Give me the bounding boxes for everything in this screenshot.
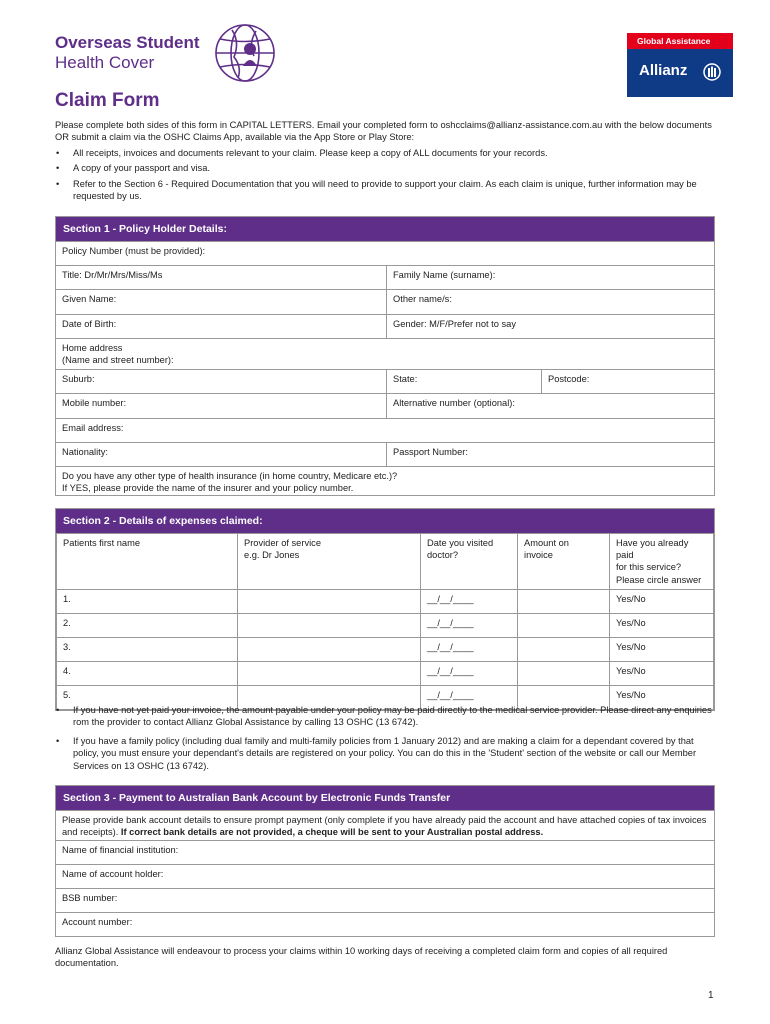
home-address-label: Home address: [62, 343, 123, 353]
section-expenses: [55, 508, 715, 711]
table-row: [57, 637, 714, 661]
header-line: e.g. Dr Jones: [244, 550, 300, 561]
date-of-birth-field[interactable]: Date of Birth:: [62, 319, 117, 329]
financial-institution-field[interactable]: Name of financial institution:: [62, 845, 179, 855]
provider-cell[interactable]: [238, 637, 421, 661]
patient-name-cell[interactable]: 1.: [57, 589, 238, 613]
visit-date-cell[interactable]: __/__/____: [421, 685, 518, 709]
page-number: 1: [708, 990, 714, 1001]
amount-cell[interactable]: [518, 637, 610, 661]
column-header: Patients first name: [57, 534, 238, 590]
list-item: • Refer to the Section 6 - Required Documentation that you will need to provide to support your claim. As each claim is unique, further information may be requested by us.: [55, 178, 715, 203]
header-line: invoice: [524, 550, 553, 561]
provider-cell[interactable]: [238, 661, 421, 685]
postcode-field[interactable]: Postcode:: [541, 370, 714, 393]
amount-cell[interactable]: [518, 613, 610, 637]
section-header: Section 1 - Policy Holder Details:: [56, 217, 714, 241]
program-title-line1: Overseas Student: [55, 33, 200, 52]
patient-name-cell[interactable]: 2.: [57, 613, 238, 637]
gender-field[interactable]: Gender: M/F/Prefer not to say: [386, 315, 714, 338]
column-header: [610, 534, 714, 590]
required-docs-list: [55, 147, 715, 203]
given-name-field[interactable]: Given Name:: [62, 294, 117, 304]
paid-cell[interactable]: Yes/No: [610, 637, 714, 661]
account-holder-field[interactable]: Name of account holder:: [62, 869, 164, 879]
expenses-table: [56, 533, 714, 710]
patient-name-cell[interactable]: 4.: [57, 661, 238, 685]
list-item: • A copy of your passport and visa.: [55, 162, 715, 174]
other-insurance-question: Do you have any other type of health insurance (in home country, Medicare etc.)?: [62, 471, 398, 481]
amount-cell[interactable]: [518, 589, 610, 613]
intro-block: [55, 119, 715, 202]
paid-cell[interactable]: Yes/No: [610, 613, 714, 637]
bsb-number-field[interactable]: BSB number:: [62, 893, 118, 903]
suburb-field[interactable]: Suburb:: [62, 374, 95, 384]
page-title: Claim Form: [55, 90, 160, 111]
paid-cell[interactable]: Yes/No: [610, 685, 714, 709]
section-header: Section 3 - Payment to Australian Bank Account by Electronic Funds Transfer: [56, 786, 714, 810]
notes-list: [55, 704, 715, 772]
table-row: [57, 661, 714, 685]
header-line: Provider of service: [244, 538, 321, 548]
table-row: [57, 589, 714, 613]
column-header: [238, 534, 421, 590]
visit-date-cell[interactable]: __/__/____: [421, 661, 518, 685]
family-name-field[interactable]: Family Name (surname):: [386, 266, 714, 289]
expense-notes: [55, 704, 715, 778]
nationality-field[interactable]: Nationality:: [62, 447, 108, 457]
program-title: [55, 33, 200, 73]
list-item: • All receipts, invoices and documents relevant to your claim. Please keep a copy of ALL documents for your records.: [55, 147, 715, 159]
provider-cell[interactable]: [238, 613, 421, 637]
global-assistance-banner: Global Assistance: [627, 33, 733, 49]
home-address-field[interactable]: [56, 339, 714, 369]
visit-date-cell[interactable]: __/__/____: [421, 613, 518, 637]
paid-cell[interactable]: Yes/No: [610, 589, 714, 613]
bank-instructions-warning: If correct bank details are not provided, a cheque will be sent to your Australian postal address.: [120, 827, 544, 838]
allianz-eagle-icon: [703, 63, 721, 81]
patient-name-cell[interactable]: 5.: [57, 685, 238, 709]
visit-date-cell[interactable]: __/__/____: [421, 637, 518, 661]
mobile-number-field[interactable]: Mobile number:: [62, 398, 127, 408]
table-header-row: [57, 534, 714, 590]
section-policy-holder: [55, 216, 715, 496]
processing-note: Allianz Global Assistance will endeavour to process your claims within 10 working days of receiving a completed claim form and copies of all required documentation.: [55, 946, 668, 969]
bank-instructions: [56, 811, 714, 840]
email-field[interactable]: Email address:: [62, 423, 124, 433]
header-line: Please circle answer: [616, 574, 702, 585]
paid-cell[interactable]: Yes/No: [610, 661, 714, 685]
header-line: Have you already paid: [616, 538, 689, 561]
globe-icon: [212, 22, 278, 84]
section-header: Section 2 - Details of expenses claimed:: [56, 509, 714, 533]
patient-name-cell[interactable]: 3.: [57, 637, 238, 661]
header-line: Date you visited: [427, 538, 494, 548]
header-line: for this service?: [616, 562, 682, 573]
other-names-field[interactable]: Other name/s:: [386, 290, 714, 314]
other-insurance-field[interactable]: [56, 467, 714, 495]
policy-number-field[interactable]: Policy Number (must be provided):: [62, 246, 206, 256]
allianz-logo: [627, 33, 733, 97]
bank-instructions-text: Please provide bank account details to ensure prompt payment (only complete if you have already paid the account and have attached copies of tax invoices and receipts).: [62, 815, 707, 838]
state-field[interactable]: State:: [386, 370, 541, 393]
program-title-line2: Health Cover: [55, 53, 155, 72]
column-header: [518, 534, 610, 590]
visit-date-cell[interactable]: __/__/____: [421, 589, 518, 613]
list-item: • If you have a family policy (including dual family and multi-family policies from 1 January 2012) and are making a claim for a dependant covered by that policy, you must ensure your dependant's details are registered on your policy. You can do this in the 'Student' section of the website or call our Member Services on 13 OSHC (13 6742).: [55, 735, 715, 772]
section-bank-payment: [55, 785, 715, 937]
table-row: [57, 613, 714, 637]
list-item: • If you have not yet paid your invoice, the amount payable under your policy may be paid directly to the medical service provider. Please direct any enquiries rom the provider to contact Allianz Global Assistance by calling 13 OSHC (13 6742).: [55, 704, 715, 729]
home-address-sublabel: (Name and street number):: [62, 355, 174, 366]
other-insurance-instruction: If YES, please provide the name of the insurer and your policy number.: [62, 483, 354, 494]
account-number-field[interactable]: Account number:: [62, 917, 133, 927]
header-line: Amount on: [524, 538, 569, 548]
passport-number-field[interactable]: Passport Number:: [386, 443, 714, 466]
intro-text: Please complete both sides of this form in CAPITAL LETTERS. Email your completed form to oshcclaims@allianz-assistance.com.au with the below documents OR submit a claim via the OSHC Claims App, available via the App Store or Play Store:: [55, 120, 712, 143]
allianz-wordmark: Allianz: [639, 62, 688, 79]
provider-cell[interactable]: [238, 589, 421, 613]
title-field[interactable]: Title: Dr/Mr/Mrs/Miss/Ms: [62, 270, 163, 280]
column-header: [421, 534, 518, 590]
header-line: doctor?: [427, 550, 459, 561]
alternative-number-field[interactable]: Alternative number (optional):: [386, 394, 714, 418]
amount-cell[interactable]: [518, 661, 610, 685]
